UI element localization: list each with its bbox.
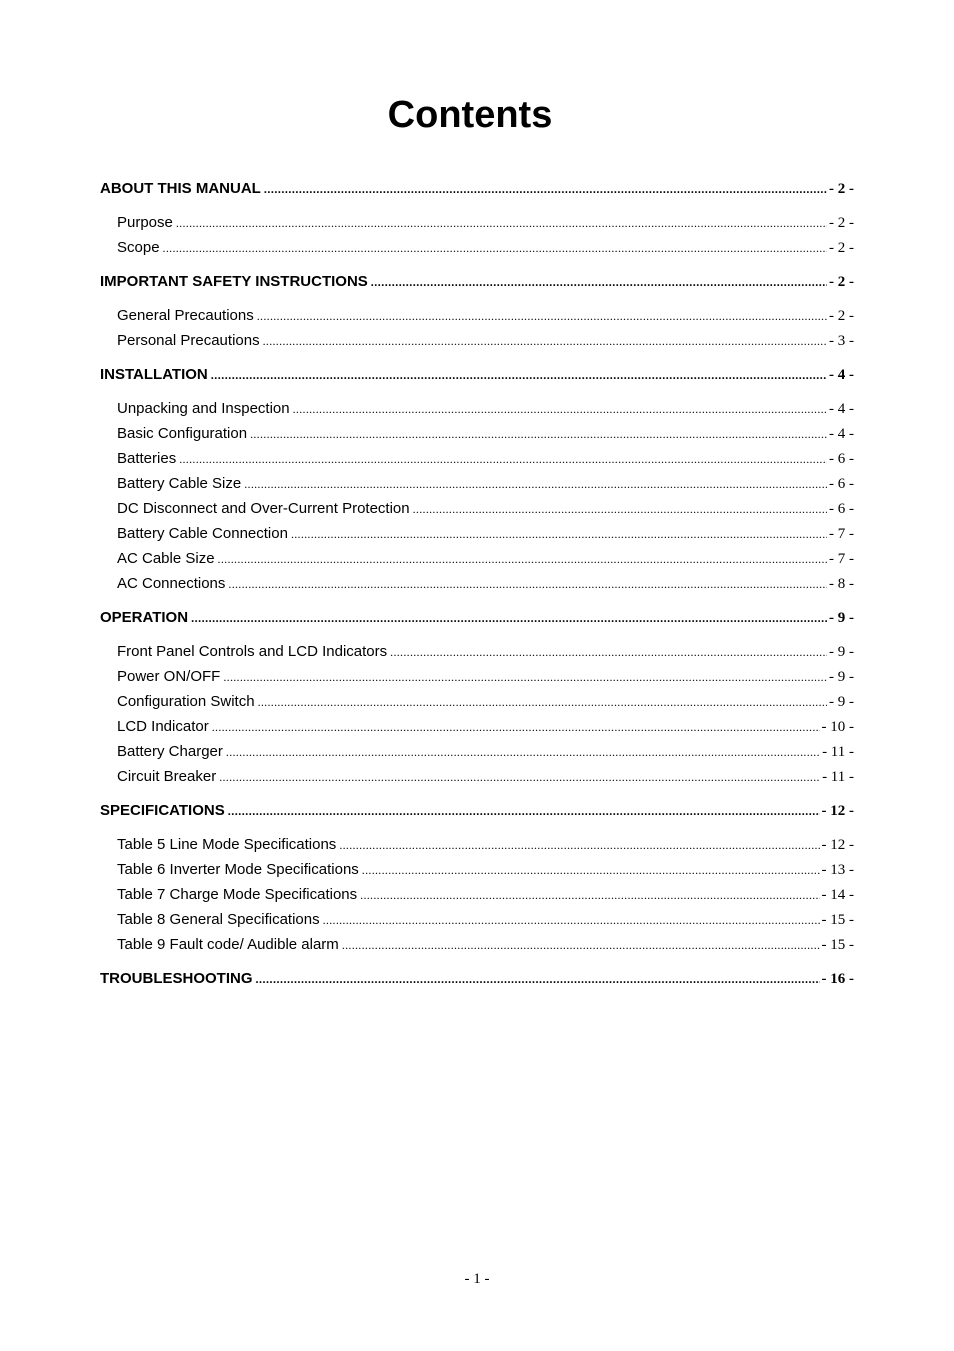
page-title: Contents xyxy=(387,94,553,136)
toc-section-entry[interactable] xyxy=(100,269,854,294)
dot-leader xyxy=(176,211,827,236)
toc-entry-title: AC Cable Size xyxy=(117,550,215,567)
dot-leader xyxy=(360,883,819,908)
toc-page-number: - 15 - xyxy=(821,912,854,928)
toc-entry-title: LCD Indicator xyxy=(117,718,209,735)
toc-page-number: - 2 - xyxy=(829,308,854,324)
table-of-contents xyxy=(100,176,854,991)
toc-entry-title: Battery Cable Connection xyxy=(117,525,288,542)
toc-subentry[interactable] xyxy=(100,471,854,496)
toc-page-number: - 9 - xyxy=(829,644,854,660)
dot-leader xyxy=(211,363,827,388)
dot-leader xyxy=(390,640,827,665)
toc-entry-title: Front Panel Controls and LCD Indicators xyxy=(117,643,388,660)
toc-section-entry[interactable] xyxy=(100,966,854,991)
toc-page-number: - 9 - xyxy=(829,610,854,626)
dot-leader xyxy=(339,833,819,858)
toc-page-number: - 12 - xyxy=(821,803,854,819)
toc-page-number: - 6 - xyxy=(829,451,854,467)
toc-entry-title: SPECIFICATIONS xyxy=(100,802,225,819)
toc-page-number: - 4 - xyxy=(829,401,854,417)
toc-page-number: - 4 - xyxy=(829,426,854,442)
toc-subentry[interactable] xyxy=(100,571,854,596)
dot-leader xyxy=(191,606,827,631)
toc-entry-title: DC Disconnect and Over-Current Protection xyxy=(117,500,410,517)
dot-leader xyxy=(163,236,827,261)
toc-subentry[interactable] xyxy=(100,546,854,571)
page-number: - 1 - xyxy=(464,1271,490,1287)
toc-subentry[interactable] xyxy=(100,857,854,882)
dot-leader xyxy=(226,740,820,765)
dot-leader xyxy=(362,858,820,883)
dot-leader xyxy=(228,799,820,824)
toc-subentry[interactable] xyxy=(100,328,854,353)
toc-entry-title: Configuration Switch xyxy=(117,693,255,710)
toc-entry-title: Table 5 Line Mode Specifications xyxy=(117,836,337,853)
dot-leader xyxy=(371,270,827,295)
toc-section-entry[interactable] xyxy=(100,176,854,201)
toc-subentry[interactable] xyxy=(100,496,854,521)
toc-subentry[interactable] xyxy=(100,907,854,932)
toc-page-number: - 7 - xyxy=(829,551,854,567)
toc-section-entry[interactable] xyxy=(100,605,854,630)
toc-page-number: - 7 - xyxy=(829,526,854,542)
dot-leader xyxy=(228,572,827,597)
toc-subentry[interactable] xyxy=(100,689,854,714)
toc-entry-title: IMPORTANT SAFETY INSTRUCTIONS xyxy=(100,273,368,290)
toc-subentry[interactable] xyxy=(100,739,854,764)
toc-entry-title: OPERATION xyxy=(100,609,189,626)
toc-subentry[interactable] xyxy=(100,882,854,907)
toc-section-entry[interactable] xyxy=(100,362,854,387)
toc-entry-title: Scope xyxy=(117,239,160,256)
toc-page-number: - 2 - xyxy=(829,181,854,197)
dot-leader xyxy=(264,177,827,202)
toc-page-number: - 6 - xyxy=(829,476,854,492)
toc-entry-title: Batteries xyxy=(117,450,177,467)
dot-leader xyxy=(293,397,827,422)
toc-subentry[interactable] xyxy=(100,521,854,546)
toc-entry-title: TROUBLESHOOTING xyxy=(100,970,253,987)
toc-page-number: - 11 - xyxy=(822,744,854,760)
dot-leader xyxy=(258,690,827,715)
toc-page-number: - 13 - xyxy=(821,862,854,878)
toc-page-number: - 2 - xyxy=(829,240,854,256)
toc-subentry[interactable] xyxy=(100,664,854,689)
toc-subentry[interactable] xyxy=(100,832,854,857)
toc-subentry[interactable] xyxy=(100,303,854,328)
toc-page-number: - 12 - xyxy=(821,837,854,853)
toc-page-number: - 3 - xyxy=(829,333,854,349)
toc-entry-title: Table 8 General Specifications xyxy=(117,911,320,928)
toc-page-number: - 2 - xyxy=(829,215,854,231)
toc-subentry[interactable] xyxy=(100,396,854,421)
dot-leader xyxy=(257,304,827,329)
dot-leader xyxy=(219,765,820,790)
toc-entry-title: ABOUT THIS MANUAL xyxy=(100,180,261,197)
toc-entry-title: INSTALLATION xyxy=(100,366,208,383)
toc-page-number: - 2 - xyxy=(829,274,854,290)
toc-entry-title: Unpacking and Inspection xyxy=(117,400,290,417)
dot-leader xyxy=(342,933,820,958)
toc-entry-title: Circuit Breaker xyxy=(117,768,217,785)
toc-entry-title: Battery Cable Size xyxy=(117,475,242,492)
toc-page-number: - 6 - xyxy=(829,501,854,517)
toc-entry-title: Purpose xyxy=(117,214,173,231)
toc-page-number: - 4 - xyxy=(829,367,854,383)
toc-page-number: - 8 - xyxy=(829,576,854,592)
toc-page-number: - 9 - xyxy=(829,694,854,710)
toc-subentry[interactable] xyxy=(100,421,854,446)
toc-page-number: - 9 - xyxy=(829,669,854,685)
toc-subentry[interactable] xyxy=(100,639,854,664)
toc-entry-title: Basic Configuration xyxy=(117,425,248,442)
toc-entry-title: Table 9 Fault code/ Audible alarm xyxy=(117,936,339,953)
toc-entry-title: Power ON/OFF xyxy=(117,668,221,685)
dot-leader xyxy=(179,447,827,472)
dot-leader xyxy=(263,329,827,354)
dot-leader xyxy=(413,497,827,522)
dot-leader xyxy=(212,715,820,740)
dot-leader xyxy=(250,422,827,447)
toc-page-number: - 10 - xyxy=(821,719,854,735)
toc-subentry[interactable] xyxy=(100,235,854,260)
dot-leader xyxy=(218,547,827,572)
dot-leader xyxy=(256,967,820,992)
toc-subentry[interactable] xyxy=(100,932,854,957)
toc-subentry[interactable] xyxy=(100,446,854,471)
toc-entry-title: Battery Charger xyxy=(117,743,223,760)
toc-subentry[interactable] xyxy=(100,210,854,235)
dot-leader xyxy=(323,908,820,933)
toc-page-number: - 11 - xyxy=(822,769,854,785)
toc-page-number: - 14 - xyxy=(821,887,854,903)
toc-subentry[interactable] xyxy=(100,714,854,739)
toc-entry-title: Personal Precautions xyxy=(117,332,260,349)
dot-leader xyxy=(291,522,827,547)
toc-entry-title: Table 6 Inverter Mode Specifications xyxy=(117,861,359,878)
toc-page-number: - 16 - xyxy=(821,971,854,987)
toc-subentry[interactable] xyxy=(100,764,854,789)
toc-page-number: - 15 - xyxy=(821,937,854,953)
toc-entry-title: AC Connections xyxy=(117,575,226,592)
toc-entry-title: Table 7 Charge Mode Specifications xyxy=(117,886,358,903)
dot-leader xyxy=(223,665,827,690)
toc-entry-title: General Precautions xyxy=(117,307,254,324)
dot-leader xyxy=(244,472,827,497)
toc-section-entry[interactable] xyxy=(100,798,854,823)
